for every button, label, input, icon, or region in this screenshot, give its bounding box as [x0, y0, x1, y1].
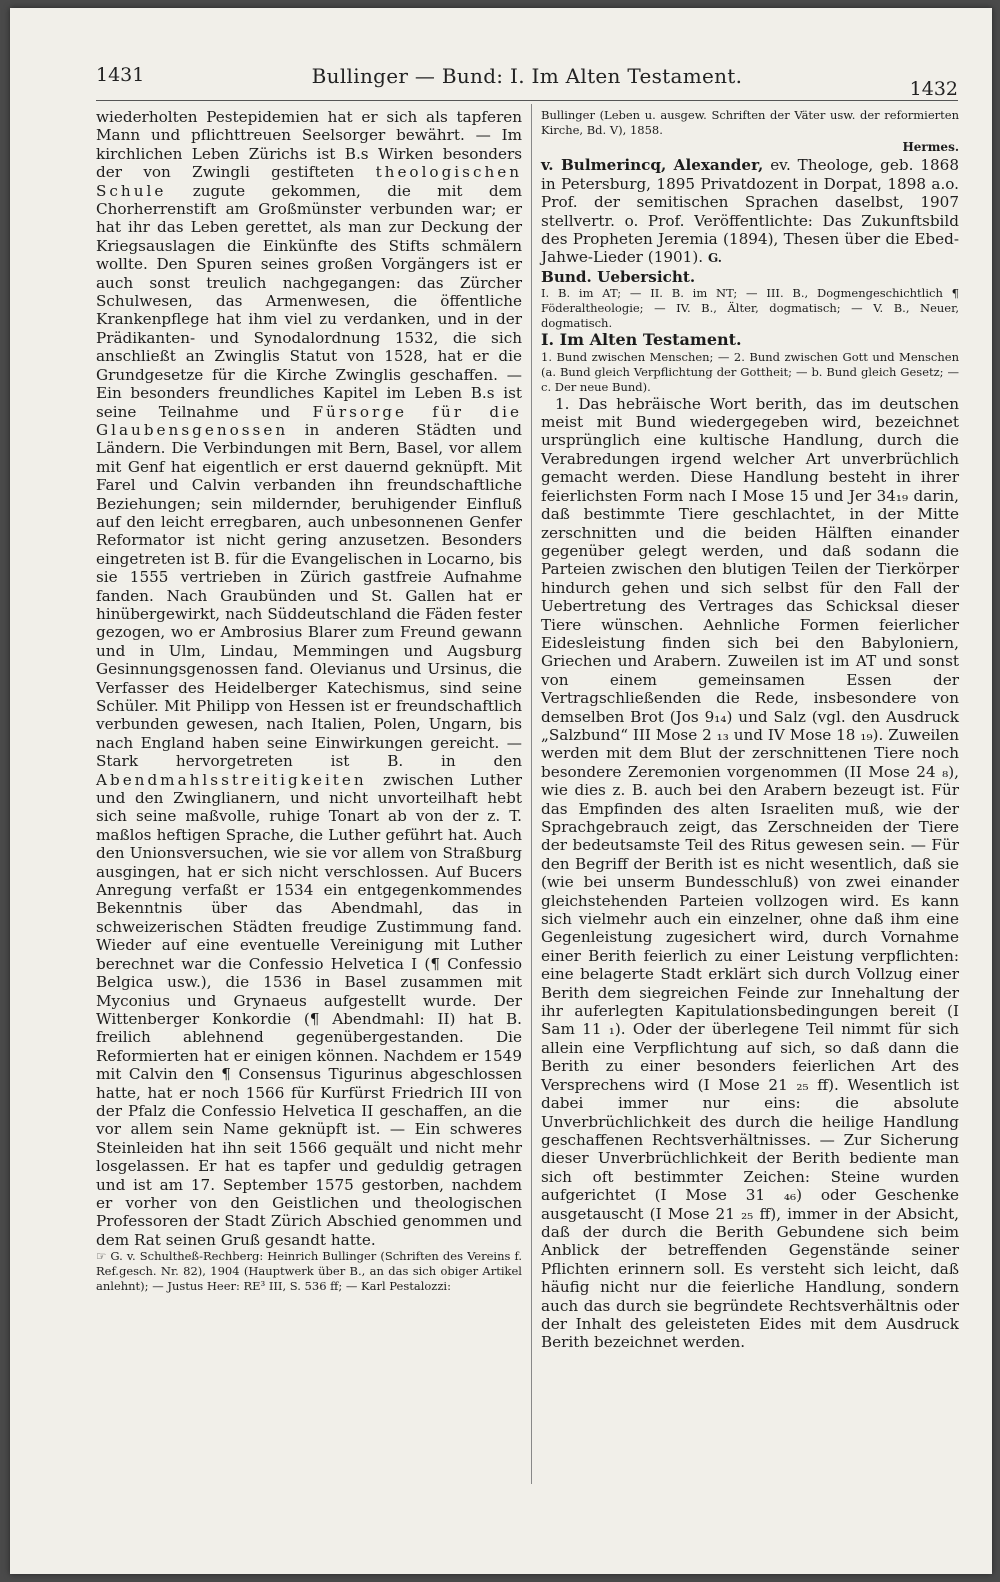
author-signature: G.	[707, 251, 722, 266]
bulmerincq-entry	[541, 156, 959, 267]
right-column	[541, 108, 959, 1352]
book-page	[10, 8, 992, 1574]
section-body: 1. Das hebräische Wort berith, das im deutschen meist mit Bund wiedergegeben wird, bezeichnet ursprünglich eine kultische Handlung, durch die Verabredungen irgend welcher Art unverbrüchlich gemacht werden. Diese Handlung besteht in ihrer feierlichsten Form nach I Mose 15 und Jer 34₁₉ darin, daß bestimmte Tiere geschlachtet, in der Mitte zerschnitten und die beiden Hälften einander gegenüber gelegt werden, und daß sodann die Parteien zwischen den blutigen Teilen der Tierkörper hindurch gehen und sich selbst für den Fall der Uebertretung des Vertrages das Schicksal dieser Tiere wünschen. Aehnliche Formen feierlicher Eidesleistung finden sich bei den Babyloniern, Griechen und Arabern. Zuweilen ist im AT und sonst von einem gemeinsamen Essen der Vertragschließenden die Rede, insbesondere von demselben Brot (Jos 9₁₄) und Salz (vgl. den Ausdruck „Salzbund“ III Mose 2 ₁₃ und IV Mose 18 ₁₉). Zuweilen werden mit dem Blut der zerschnittenen Tiere noch besondere Zeremonien vorgenommen (II Mose 24 ₈), wie dies z. B. auch bei den Arabern bezeugt ist. Für das Empfinden des alten Israeliten muß, wie der Sprachgebrauch zeigt, das Zerschneiden der Tiere der bedeutsamste Teil des Ritus gewesen sein. — Für den Begriff der Berith ist es nicht wesentlich, daß sie (wie bei unserm Bundesschluß) von zwei einander gleichstehenden Parteien vollzogen wird. Es kann sich vielmehr auch ein einzelner, ohne daß ihm eine Gegenleistung zugesichert wird, durch Vornahme einer Berith feierlich zu einer Leistung verpflichten: eine belagerte Stadt erklärt sich durch Vollzug einer Berith dem siegreichen Feinde zur Innehaltung der ihr auferlegten Kapitulationsbedingungen bereit (I Sam 11 ₁). Oder der überlegene Teil nimmt für sich allein eine Verpflichtung auf sich, so daß dann die Berith zu einer besonders feierlichen Art des Versprechens wird (I Mose 21 ₂₅ ff). Wesentlich ist dabei immer nur eins: die absolute Unverbrüchlichkeit des durch die heilige Handlung geschaffenen Rechtsverhältnisses. — Zur Sicherung dieser Unverbrüchlichkeit der Berith bediente man sich oft bestimmter Zeichen: Steine wurden aufgerichtet (I Mose 31 ₄₆) oder Geschenke ausgetauscht (I Mose 21 ₂₅ ff), immer in der Absicht, daß der durch die Berith Gebundene sich beim Anblick der betreffenden Gegenstände seiner Pflichten erinnern soll. Es versteht sich leicht, daß häufig nicht nur die feierliche Handlung, sondern auch das durch sie begründete Rechtsverhältnis oder der Inhalt des geleisteten Eides mit dem Ausdruck Berith bezeichnet werden.	[541, 394, 959, 1352]
bullinger-article-text	[96, 108, 522, 1249]
bund-heading: Bund. Uebersicht.	[541, 267, 696, 286]
bund-overview: I. B. im AT; — II. B. im NT; — III. B., Dogmengeschichtlich ¶ Föderaltheologie; — IV. B., Älter, dogmatisch; — V. B., Neuer, dogmatisch.	[541, 286, 959, 331]
literature-note-continued: Bullinger (Leben u. ausgew. Schriften der Väter usw. der reformierten Kirche, Bd. V), 1858.	[541, 108, 959, 137]
section-heading: I. Im Alten Testament.	[541, 330, 742, 350]
column-separator	[531, 104, 532, 1484]
text-run: in anderen Städten und Ländern. Die Verbindungen mit Bern, Basel, vor allem mit Genf hat eigentlich er erst dauernd geknüpft. Mit Farel und Calvin verbanden ihn freundschaftliche Beziehungen; sein mildernder, beruhigender Einfluß auf den leicht erregbaren, auch unbesonnenen Genfer Reformator ist nicht gering anzusetzen. Besonders eingetreten ist B. für die Evangelischen in Locarno, bis sie 1555 vertrieben in Zürich gastfreie Aufnahme fanden. Nach Graubünden und St. Gallen hat er hinübergewirkt, nach Süddeutschland die Fäden fester gezogen, wo er Ambrosius Blarer zum Freund gewann und in Ulm, Lindau, Memmingen und Augsburg Gesinnungsgenossen fand. Olevianus und Ursinus, die Verfasser des Heidelberger Katechismus, sind seine Schüler. Mit Philipp von Hessen ist er freundschaftlich verbunden gewesen, nach Italien, Polen, Ungarn, bis nach England haben seine Einwirkungen gereicht. — Stark hervorgetreten ist B. in den	[96, 420, 523, 771]
header-rule	[96, 100, 958, 101]
text-run: zugute gekommen, die mit dem Chorherrenstift am Großmünster verbunden war; er hat ihr das Leben gerettet, als man zur Deckung der Kriegsauslagen die Einkünfte des Stifts schmälern wollte. Den Spuren seines großen Vorgängers ist er auch sonst treulich nachgegangen: das Zürcher Schulwesen, das Armenwesen, die öffentliche Krankenpflege hat ihm viel zu verdanken, und in der Prädikanten- und Synodalordnung 1532, die sich anschließt an Zwinglis Statut von 1528, hat er die Grundgesetze für die Kirche Zwinglis geschaffen. — Ein besonders freundliches Kapitel im Leben B.s ist seine Teilnahme und	[96, 181, 522, 421]
section-overview: 1. Bund zwischen Menschen; — 2. Bund zwischen Gott und Menschen (a. Bund gleich Verpflichtung der Gottheit; — b. Bund gleich Gesetz; — c. Der neue Bund).	[541, 349, 959, 394]
page-header	[96, 60, 958, 100]
entry-text: ev. Theologe, geb. 1868 in Petersburg, 1895 Privatdozent in Dorpat, 1898 a.o. Prof. der semitischen Sprachen daselbst, 1907 stellvertr. o. Prof. Veröffentlichte: Das Zukunftsbild des Propheten Jeremia (1894), Thesen über die Ebed-Jahwe-Lieder (1901).	[541, 156, 959, 267]
spaced-term: Fürsorge für die Glaubensgenossen	[96, 402, 523, 439]
left-column	[96, 108, 522, 1294]
page-number-right: 1432	[909, 78, 958, 100]
entry-name: v. Bulmerincq, Alexander,	[541, 156, 764, 175]
running-title: Bullinger — Bund: I. Im Alten Testament.	[311, 64, 743, 88]
text-run: zwischen Luther und den Zwinglianern, und nicht unvorteilhaft hebt sich seine maßvolle, ruhige Tonart ab von der z. T. maßlos heftigen Sprache, die Luther geführt hat. Auch den Unionsversuchen, wie sie vor allem von Straßburg ausgingen, hat er sich nicht verschlossen. Auf Bucers Anregung verfaßt er 1534 ein entgegenkommendes Bekenntnis über das Abendmahl, das in schweizerischen Städten freudige Zustimmung fand. Wieder auf eine eventuelle Vereinigung mit Luther berechnet war die Confessio Helvetica I (¶ Confessio Belgica usw.), die 1536 in Basel zusammen mit Myconius und Grynaeus aufgestellt wurde. Der Wittenberger Konkordie (¶ Abendmahl: II) hat B. freilich ablehnend gegenübergestanden. Die Reformierten hat er einigen können. Nachdem er 1549 mit Calvin den ¶ Consensus Tigurinus abgeschlossen hatte, hat er noch 1566 für Kurfürst Friedrich III von der Pfalz die Confessio Helvetica II geschaffen, an die vor allem sein Name geknüpft ist. — Ein schweres Steinleiden hat ihn seit 1566 gequält und nicht mehr losgelassen. Er hat es tapfer und geduldig getragen und ist am 17. September 1575 gestorben, nachdem er vorher von den Geistlichen und theologischen Professoren der Stadt Zürich Abschied genommen und dem Rat seinen Gruß gesandt hatte.	[96, 770, 522, 1249]
text-run: wiederholten Pestepidemien hat er sich als tapferen Mann und pflichttreuen Seelsorger bewährt. — Im kirchlichen Leben Zürichs ist B.s Wirken besonders der von Zwingli gestifteten	[96, 108, 522, 182]
spaced-term: theologischen Schule	[96, 163, 523, 200]
literature-note: ☞ G. v. Schultheß-Rechberg: Heinrich Bullinger (Schriften des Vereins f. Ref.gesch. Nr. 82), 1904 (Hauptwerk über B., an das sich obiger Artikel anlehnt); — Justus Heer: RE³ III, S. 536 ff; — Karl Pestalozzi:	[96, 1249, 522, 1294]
spaced-term: Abendmahlsstreitigkeiten	[96, 770, 367, 789]
author-signature: Hermes.	[902, 140, 959, 154]
page-number-left: 1431	[96, 64, 145, 86]
